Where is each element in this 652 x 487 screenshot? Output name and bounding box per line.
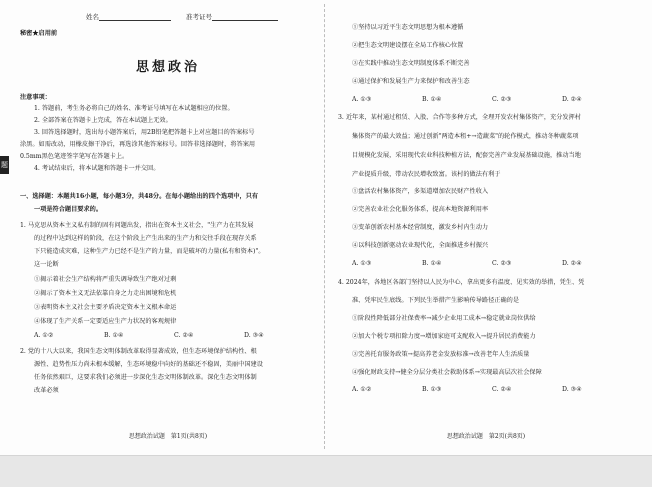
question-3-answers [352, 260, 632, 269]
question-4-text: 准、凭牢民生底线。下列民生举措产生影响传导路径正确的是 [352, 297, 520, 304]
answer-choice: B. ①④ [104, 332, 124, 339]
page-title: 思想政治 [135, 60, 200, 75]
question-1-option: ③表明资本主义社会主要矛盾决定资本主义根本命运 [34, 304, 177, 311]
notice-heading: 注意事项： [20, 94, 51, 101]
section-heading-cont: 一项是符合题目要求的。 [34, 206, 103, 213]
answer-choice: D. ③④ [562, 386, 582, 393]
notice-item: 1. 答题前，考生务必将自己的姓名、准考证号填写在本试题相应的位置。 [34, 105, 234, 112]
question-3-text: 目规模化发展，采用现代农业科技种植方法，配套完善产业发展基础设施，推动当地 [352, 152, 581, 159]
question-4-option: ①阶段性降低部分社保费率→减少企业用工成本→稳定就业岗位供给 [352, 315, 536, 322]
question-3-option: ②完善农业社会化服务体系，提高本地资源利用率 [352, 206, 489, 213]
answer-choice: B. ①④ [422, 260, 442, 267]
question-1-text: 下只能造成灾难，这种生产力已经不是生产的力量，而是破坏的力量(私有和资本)"。 [34, 248, 265, 255]
answer-choice: D. ③④ [244, 332, 264, 339]
question-1-text: 的过程中达到这样的阶段，在这个阶段上产生出来的生产力和交往手段在现存关系 [34, 235, 257, 242]
question-1-option: ②揭示了资本主义无法依靠自身之力走出困境和危机 [34, 290, 177, 297]
answer-choice: B. ①④ [422, 96, 442, 103]
question-1-text: 1. 马克思从资本主义私有制的固有问题出发，指出在资本主义社会，"生产力在其发展 [20, 222, 254, 229]
question-4-option: ②加大个税专项扣除力度→增加家庭可支配收入→提升居民消费能力 [352, 333, 536, 340]
notice-item: 2. 全部答案在答题卡上完成，答在本试题上无效。 [34, 117, 172, 124]
answer-choice: A. ①② [352, 386, 372, 393]
question-1-option: ①揭示着社会生产结构将严重失调导致生产绝对过剩 [34, 276, 177, 283]
question-2-text: 2. 党的十八大以来，我国生态文明体制改革取得显著成效，但生态环境保护结构性、根 [20, 348, 257, 355]
question-2-answers [352, 96, 632, 105]
question-4-answers [352, 386, 632, 395]
question-1-answers [34, 332, 314, 341]
question-2-text: 任务依然艰巨，这要求我们必须进一步深化生态文明体制改革。深化生态文明体制 [34, 374, 257, 381]
answer-choice: D. ②④ [562, 260, 582, 267]
question-2-option: ④通过保护和发展生产力来保护和改善生态 [352, 78, 470, 85]
answer-choice: C. ②④ [174, 332, 194, 339]
name-field: 姓名 [86, 12, 171, 21]
page-1 [18, 0, 318, 455]
viewer-bottom-strip [0, 455, 652, 487]
question-4-option: ④强化财政支持→健全分层分类社会救助体系→实现最高层次社会保障 [352, 369, 542, 376]
question-3-text: 3. 近年来，某村通过租赁、入股、合作等多种方式，全理开发农村集体资产，充分发挥村 [338, 114, 581, 121]
answer-choice: C. ②④ [492, 386, 512, 393]
page-2 [336, 0, 636, 455]
question-3-option: ③变革创新农村基本经营制度，激发乡村内生动力 [352, 224, 489, 231]
answer-choice: B. ①③ [422, 386, 442, 393]
answer-choice: A. ①③ [352, 260, 372, 267]
page-divider [324, 4, 326, 449]
section-heading: 一、选择题：本题共16小题，每小题3分，共48分。在每小题给出的四个选项中，只有 [20, 193, 259, 200]
exam-number-field: 准考证号 [186, 12, 278, 21]
question-2-option: ②把生态文明建设摆在全局工作核心位置 [352, 42, 464, 49]
question-1-option: ④体现了生产关系一定要适应生产力状况的客观规律 [34, 318, 177, 325]
question-2-text: 源性、趋势性压力尚未根本缓解，生态环境稳中向好的基础还不稳固，美丽中国建设 [34, 361, 263, 368]
answer-choice: A. ①③ [352, 96, 372, 103]
question-4-option: ③完善托育服务政策→提高养老金发放标准→改善老年人生活质量 [352, 351, 530, 358]
page-footer: 思想政治试题 第1页(共8页) [128, 433, 208, 440]
answer-choice: D. ②④ [562, 96, 582, 103]
question-3-text: 集体资产的最大效益；通过创新"两造本租+→造蔬菜"的轮作模式，推动冬种蔬菜项 [352, 133, 579, 140]
question-2-text: 改革必须 [34, 387, 59, 394]
answer-choice: C. ②③ [492, 96, 512, 103]
question-3-text: 产业提质升级，带动农民增收致富。该村的做法有利于 [352, 171, 501, 178]
answer-choice: C. ②③ [492, 260, 512, 267]
question-2-option: ③在实践中推动生态文明制度体系不断完善 [352, 60, 470, 67]
confidential-mark: 秘密★启用前 [20, 30, 58, 37]
side-tab: 题 [0, 156, 9, 174]
notice-item: 3. 回答选择题时，选出每小题答案后，用2B铅笔把答题卡上对应题目的答案标号 [34, 129, 255, 136]
notice-item: 0.5mm黑色笔迹签字笔写在答题卡上。 [20, 153, 129, 160]
notice-item: 4. 考试结束后，将本试题和答题卡一并交回。 [34, 165, 160, 172]
question-3-option: ④以科技创新驱动农业现代化，全面推进乡村振兴 [352, 242, 489, 249]
question-2-option: ①坚持以习近平生态文明思想为根本遵循 [352, 24, 464, 31]
notice-item: 涂黑。如需改动，用橡皮擦干净后，再选涂其他答案标号。回答非选择题时，将答案用 [20, 141, 256, 148]
answer-choice: A. ①② [34, 332, 54, 339]
page-footer: 思想政治试题 第2页(共8页) [446, 433, 526, 440]
question-3-option: ①盘活农村集体资产，多渠道增加农民财产性收入 [352, 188, 489, 195]
question-1-text: 这一论断 [34, 261, 59, 268]
question-4-text: 4. 2024年，各地区各部门坚持以人民为中心，拿出更多有温度、见实效的举措，凭生、凭 [338, 279, 585, 286]
